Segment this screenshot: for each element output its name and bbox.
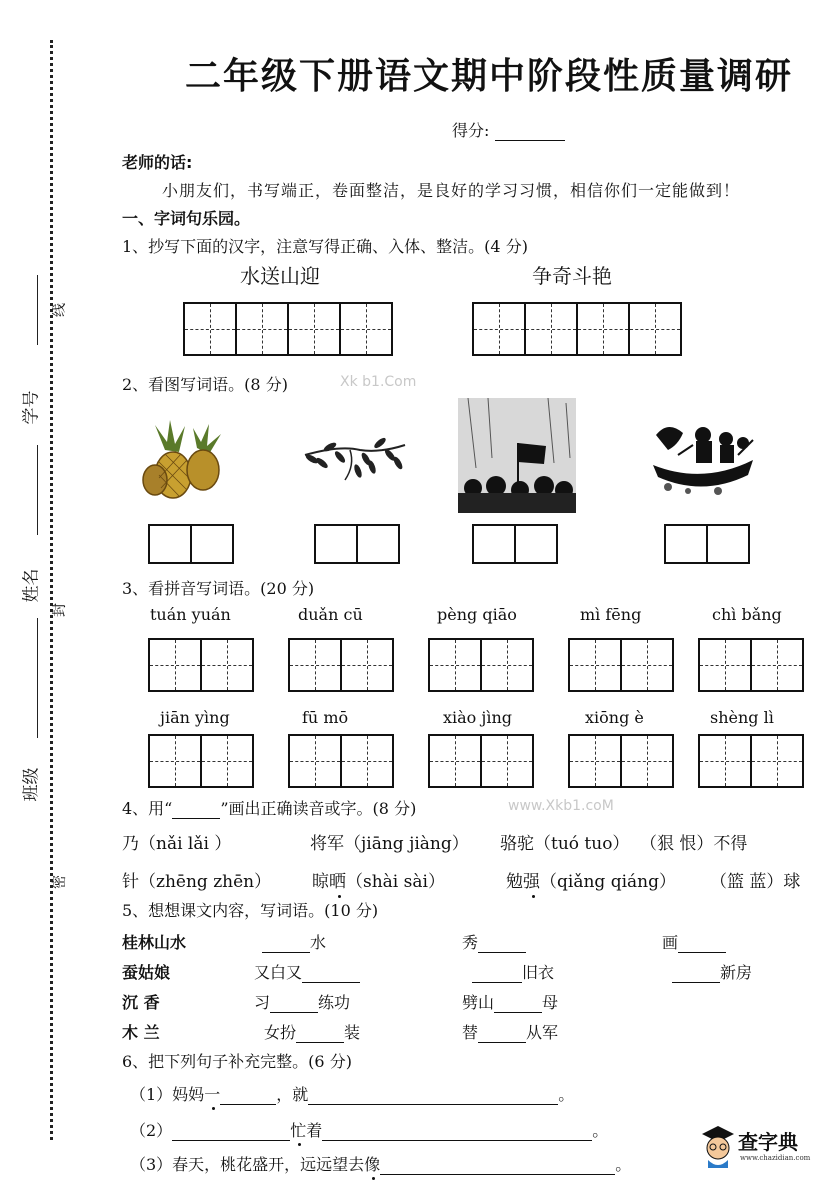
q2-box-4[interactable]	[664, 524, 750, 564]
q4-item-8: （篮 蓝）球	[710, 872, 801, 892]
q5-row2-c: 新房	[672, 960, 752, 983]
binding-dotted-line	[50, 40, 53, 1140]
feng-label: 封	[52, 603, 68, 617]
chazidian-logo	[700, 1118, 822, 1174]
q5-row1-name: 桂林山水	[122, 933, 187, 952]
dragon-boat-image	[648, 405, 758, 495]
q5-row3-a: 习 练功	[254, 993, 351, 1012]
q6-sentence-2: （2） 忙着 。	[130, 1121, 609, 1140]
q2-prompt: 2、看图写词语。(8 分)	[122, 375, 288, 394]
q2-box-2[interactable]	[314, 524, 400, 564]
q5-row3-b: 劈山 母	[462, 993, 559, 1012]
teacher-text: 小朋友们，书写端正，卷面整洁，是良好的学习习惯，相信你们一定能做到！	[162, 181, 741, 200]
q6-prompt: 6、把下列句子补充完整。(6 分)	[122, 1052, 352, 1071]
scholar-mascot-icon	[700, 1120, 736, 1168]
score-blank	[495, 124, 565, 141]
pinyin-5: chì bǎng	[712, 605, 782, 624]
logo-sub: www.chazidian.com	[740, 1154, 811, 1162]
q4-watermark: www.Xkb1.coM	[508, 798, 614, 814]
q3-prompt: 3、看拼音写词语。(20 分)	[122, 579, 315, 598]
banji-label: 班级	[21, 767, 42, 802]
xingming-label: 姓名	[21, 568, 42, 603]
section-1-heading: 一、字词句乐园。	[122, 209, 251, 228]
mi-label: 密	[52, 875, 68, 889]
xian-label: 线	[52, 303, 68, 317]
q5-row2-b: 旧衣	[472, 960, 554, 983]
q4-prompt: 4、用“ ”画出正确读音或字。(8 分)	[122, 799, 417, 818]
score-field	[452, 118, 565, 141]
q1-grid-1[interactable]	[183, 302, 393, 356]
q5-row1-c: 画	[662, 930, 726, 953]
q4-item-7: 勉强（qiǎng qiáng）	[506, 872, 676, 892]
pineapple-image	[135, 420, 230, 500]
q3-grid-10[interactable]	[698, 734, 804, 788]
q5-row2-name: 蚕姑娘	[122, 963, 171, 982]
q2-box-3[interactable]	[472, 524, 558, 564]
q1-word-1: 水送山迎	[240, 264, 320, 288]
q2-watermark: Xk b1.Com	[340, 374, 417, 390]
q5-prompt: 5、想想课文内容，写词语。(10 分)	[122, 901, 379, 920]
xuehao-blank	[37, 275, 38, 345]
score-label: 得分:	[452, 121, 490, 140]
q1-word-2: 争奇斗艳	[532, 264, 612, 288]
q4-item-1: 乃（nǎi lǎi ）	[122, 834, 232, 854]
pinyin-4: mì fēng	[580, 605, 642, 624]
q5-row1-b: 秀	[462, 930, 526, 953]
q4-item-5: 针（zhēng zhēn）	[122, 872, 272, 892]
logo-name: 查字典	[738, 1130, 798, 1154]
q4-item-3: 骆驼（tuó tuo）	[500, 834, 630, 854]
q3-grid-6[interactable]	[148, 734, 254, 788]
banji-blank	[37, 618, 38, 738]
q4-item-2: 将军（jiāng jiàng）	[310, 834, 469, 854]
q1-prompt: 1、抄写下面的汉字，注意写得正确、入体、整洁。(4 分)	[122, 237, 528, 256]
xuehao-label: 学号	[21, 390, 42, 425]
q5-row3-name: 沉 香	[122, 993, 160, 1012]
q3-grid-8[interactable]	[428, 734, 534, 788]
q3-grid-7[interactable]	[288, 734, 394, 788]
q4-item-6: 晾晒（shài sài）	[312, 872, 445, 892]
q6-sentence-3: （3）春天，桃花盛开，远远望去像 。	[130, 1155, 632, 1174]
q3-grid-2[interactable]	[288, 638, 394, 692]
teacher-label: 老师的话:	[122, 153, 193, 172]
pinyin-8: xiào jìng	[443, 708, 513, 727]
q5-row4-a: 女扮 装	[264, 1023, 361, 1042]
pinyin-2: duǎn cū	[298, 605, 363, 624]
q5-row4-name: 木 兰	[122, 1023, 160, 1042]
q5-row4-b: 替 从军	[462, 1023, 559, 1042]
q4-item-4: （狠 恨）不得	[640, 834, 748, 854]
q5-row1-a: 水	[262, 930, 326, 953]
q6-sentence-1: （1）妈妈一 ，就 。	[130, 1085, 575, 1104]
pinyin-6: jiān yìng	[160, 708, 230, 727]
q3-grid-1[interactable]	[148, 638, 254, 692]
q3-grid-4[interactable]	[568, 638, 674, 692]
pinyin-7: fū mō	[302, 708, 349, 727]
q3-grid-9[interactable]	[568, 734, 674, 788]
q3-grid-5[interactable]	[698, 638, 804, 692]
q5-row2-a: 又白又	[254, 960, 360, 983]
pinyin-1: tuán yuán	[150, 605, 231, 624]
q1-grid-2[interactable]	[472, 302, 682, 356]
q3-grid-3[interactable]	[428, 638, 534, 692]
q2-box-1[interactable]	[148, 524, 234, 564]
willow-branch-image	[300, 425, 410, 485]
pinyin-3: pèng qiāo	[437, 605, 517, 624]
flag-crowd-image	[458, 398, 576, 513]
pinyin-10: shèng lì	[710, 708, 774, 727]
page-title: 二年级下册语文期中阶段性质量调研	[185, 56, 794, 97]
pinyin-9: xiōng è	[585, 708, 644, 727]
xingming-blank	[37, 445, 38, 535]
